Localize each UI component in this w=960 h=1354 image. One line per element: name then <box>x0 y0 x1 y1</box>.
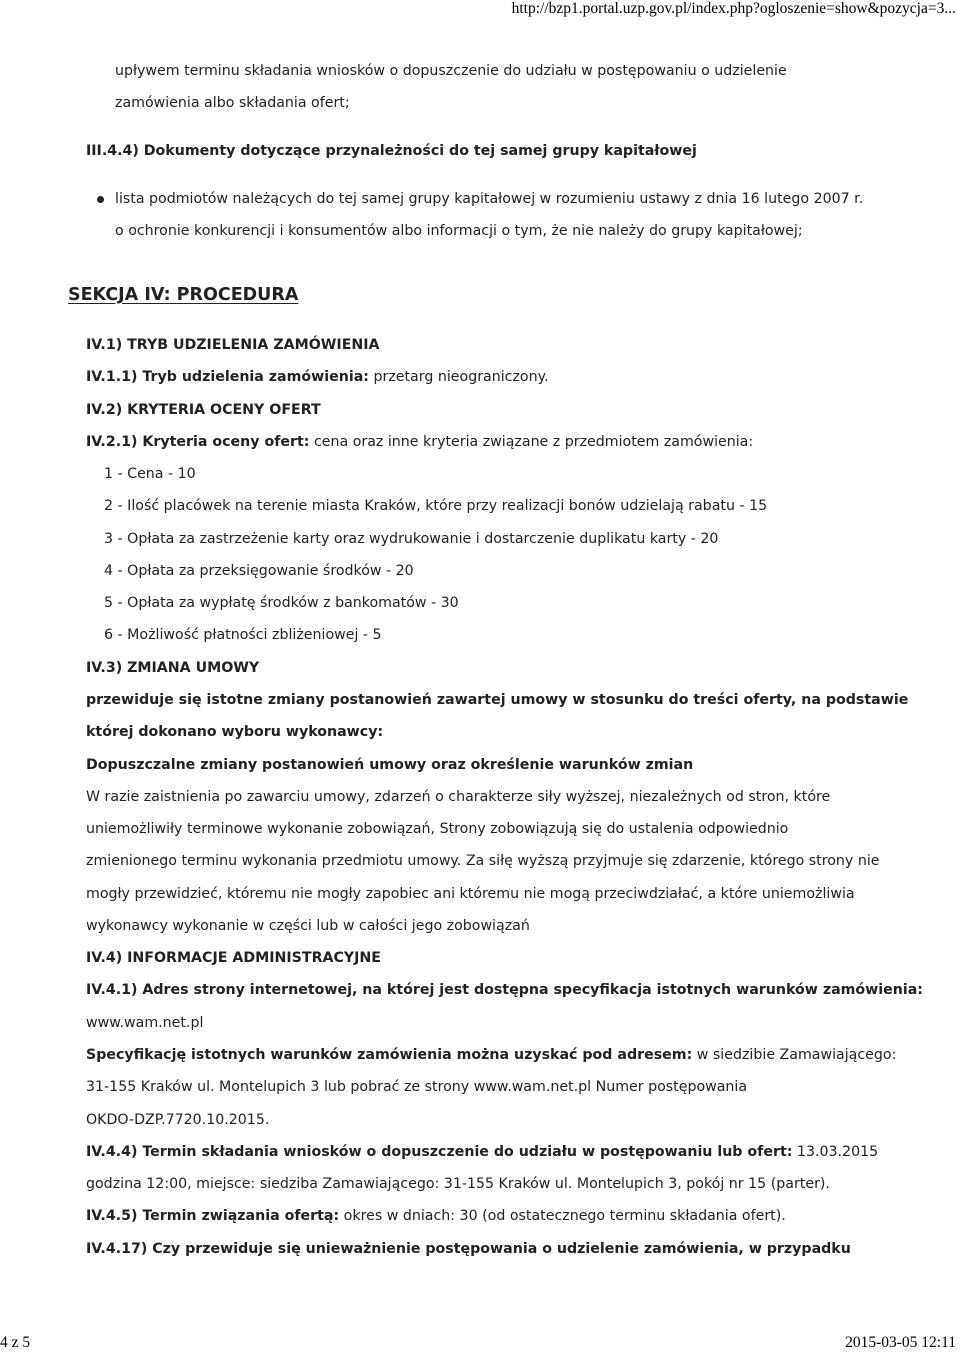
criterion-item: 6 - Możliwość płatności zbliżeniowej - 5 <box>104 627 382 643</box>
bullet-text-line-1: lista podmiotów należących do tej samej grupy kapitałowej w rozumieniu ustawy z dnia 16 lutego 2007 r. <box>115 191 864 207</box>
iv3-paragraph-line: wykonawcy wykonanie w części lub w całości jego zobowiązań <box>86 918 530 934</box>
iv3-paragraph-line: uniemożliwiły terminowe wykonanie zobowiązań, Strony zobowiązują się do ustalenia odpowiednio <box>86 821 789 837</box>
iv11-value: przetarg nieograniczony. <box>373 369 549 385</box>
bullet-text-line-2: o ochronie konkurencji i konsumentów albo informacji o tym, że nie należy do grupy kapitałowej; <box>115 223 803 239</box>
criterion-item: 3 - Opłata za zastrzeżenie karty oraz wydrukowanie i dostarczenie duplikatu karty - 20 <box>104 531 719 547</box>
iv3-subheading: Dopuszczalne zmiany postanowień umowy oraz określenie warunków zmian <box>86 757 694 773</box>
spec-label: Specyfikację istotnych warunków zamówienia można uzyskać pod adresem: <box>86 1047 693 1063</box>
iv44-line-1 <box>86 1145 878 1159</box>
iv45-label: IV.4.5) Termin związania ofertą: <box>86 1208 340 1224</box>
iv3-bold-line-1: przewiduje się istotne zmiany postanowień zawartej umowy w stosunku do treści oferty, na podstawie <box>86 692 909 708</box>
iv11-line <box>86 370 548 384</box>
iv3-bold-line-2: której dokonano wyboru wykonawcy: <box>86 724 384 740</box>
continuation-line-2: zamówienia albo składania ofert; <box>115 95 350 111</box>
iv45-value: okres w dniach: 30 (od ostatecznego terminu składania ofert). <box>343 1208 786 1224</box>
section-title: SEKCJA IV: PROCEDURA <box>68 285 299 305</box>
print-footer-page-number: 4 z 5 <box>0 1334 31 1351</box>
iv3-heading: IV.3) ZMIANA UMOWY <box>86 660 260 676</box>
continuation-line-1: upływem terminu składania wniosków o dopuszczenie do udziału w postępowaniu o udzielenie <box>115 63 787 79</box>
spec-line-1 <box>86 1048 896 1062</box>
iii44-heading: III.4.4) Dokumenty dotyczące przynależności do tej samej grupy kapitałowej <box>86 143 697 159</box>
iv44-value-1: 13.03.2015 <box>796 1144 879 1160</box>
print-footer-datetime: 2015-03-05 12:11 <box>845 1334 956 1351</box>
criterion-item: 5 - Opłata za wypłatę środków z bankomatów - 30 <box>104 595 459 611</box>
iv417-label: IV.4.17) Czy przewiduje się unieważnienie postępowania o udzielenie zamówienia, w przypadku <box>86 1241 851 1257</box>
criterion-item: 1 - Cena - 10 <box>104 466 196 482</box>
iv41-value: www.wam.net.pl <box>86 1015 204 1031</box>
iv41-label: IV.4.1) Adres strony internetowej, na której jest dostępna specyfikacja istotnych warunków zamówienia: <box>86 982 923 998</box>
iv44-label: IV.4.4) Termin składania wniosków o dopuszczenie do udziału w postępowaniu lub ofert: <box>86 1144 793 1160</box>
iv21-line <box>86 435 753 449</box>
iv2-heading: IV.2) KRYTERIA OCENY OFERT <box>86 402 321 418</box>
iv45-line <box>86 1209 786 1223</box>
spec-value-3: OKDO-DZP.7720.10.2015. <box>86 1112 270 1128</box>
iv44-value-2: godzina 12:00, miejsce: siedziba Zamawiającego: 31-155 Kraków ul. Montelupich 3, pokój nr 15 (parter). <box>86 1176 830 1192</box>
iv3-paragraph-line: mogły przewidzieć, któremu nie mogły zapobiec ani któremu nie mogą przeciwdziałać, a które uniemożliwia <box>86 886 855 902</box>
iv3-paragraph-line: W razie zaistnienia po zawarciu umowy, zdarzeń o charakterze siły wyższej, niezależnych od stron, które <box>86 789 831 805</box>
print-header-url: http://bzp1.portal.uzp.gov.pl/index.php?ogloszenie=show&pozycja=3... <box>511 0 956 17</box>
iv4-heading: IV.4) INFORMACJE ADMINISTRACYJNE <box>86 950 381 966</box>
bullet-icon <box>97 196 104 203</box>
iv3-paragraph-line: zmienionego terminu wykonania przedmiotu umowy. Za siłę wyższą przyjmuje się zdarzenie, którego strony nie <box>86 853 880 869</box>
iv11-label: IV.1.1) Tryb udzielenia zamówienia: <box>86 369 369 385</box>
iv1-heading: IV.1) TRYB UDZIELENIA ZAMÓWIENIA <box>86 337 380 353</box>
criterion-item: 4 - Opłata za przeksięgowanie środków - 20 <box>104 563 414 579</box>
iv21-label: IV.2.1) Kryteria oceny ofert: <box>86 434 310 450</box>
iv21-value: cena oraz inne kryteria związane z przedmiotem zamówienia: <box>313 434 754 450</box>
spec-value-2: 31-155 Kraków ul. Montelupich 3 lub pobrać ze strony www.wam.net.pl Numer postępowania <box>86 1079 748 1095</box>
criterion-item: 2 - Ilość placówek na terenie miasta Kraków, które przy realizacji bonów udzielają rabatu - 15 <box>104 498 768 514</box>
spec-value-1: w siedzibie Zamawiającego: <box>696 1047 897 1063</box>
